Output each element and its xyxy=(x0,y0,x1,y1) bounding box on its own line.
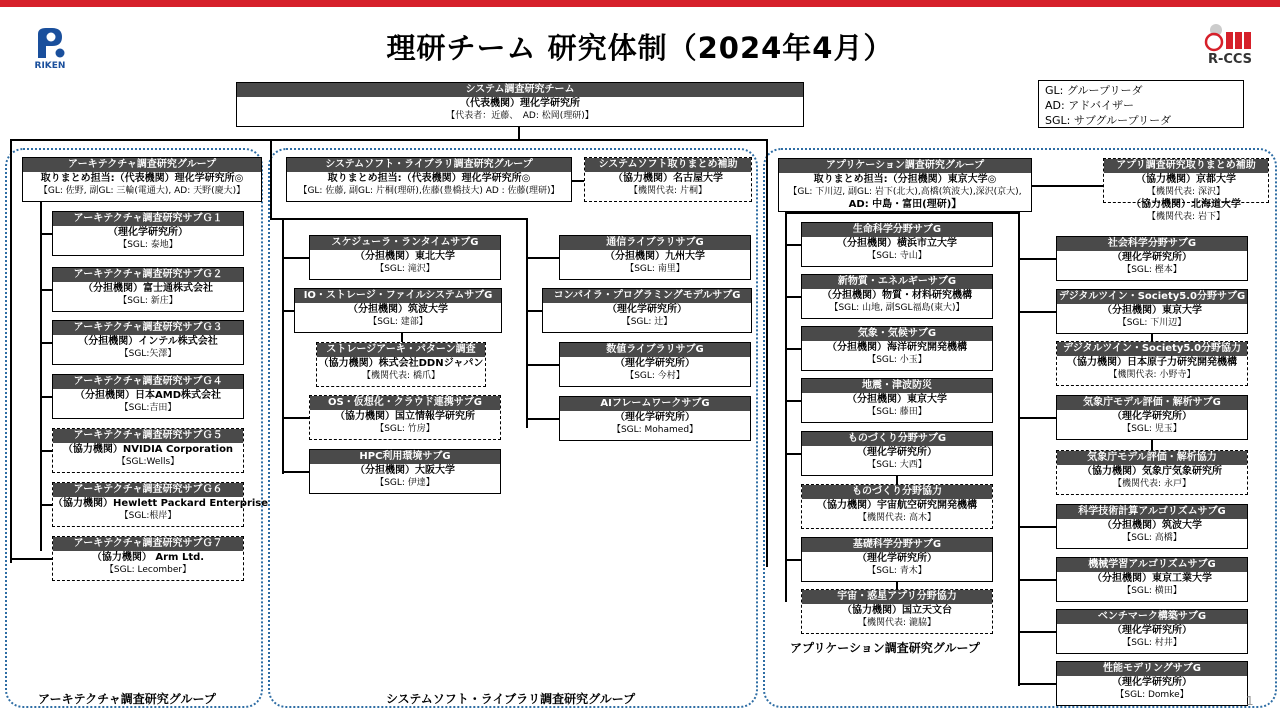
box-line2: 【SGL: Domke】 xyxy=(1115,690,1189,700)
legend-gl: GL: グループリーダ xyxy=(1045,84,1143,97)
architecture-group-label: アーキテクチャ調査研究グループ xyxy=(38,692,216,706)
box-header: ものづくり分野サブG xyxy=(802,432,992,446)
connector xyxy=(1151,333,1153,341)
legend xyxy=(1038,80,1244,128)
box-header: アーキテクチャ調査研究サブＧ３ xyxy=(53,321,243,335)
box-line2: 【SGL:根岸】 xyxy=(119,511,177,521)
box-line1: （協力機関）宇宙航空研究開発機構 xyxy=(817,500,977,511)
app-digitaltwin-coop-box xyxy=(1056,341,1248,386)
page-number: 1 xyxy=(1246,694,1254,708)
box-line1: （協力機関）Hewlett Packard Enterprise xyxy=(53,498,269,509)
box-header: デジタルツイン・Society5.0分野協力 xyxy=(1057,342,1247,356)
connector xyxy=(896,476,898,484)
sys-os-virtualization-box xyxy=(309,395,501,440)
box-header: HPC利用環境サブG xyxy=(310,450,500,464)
app-jma-model-box xyxy=(1056,395,1248,440)
box-header: 性能モデリングサブG xyxy=(1057,662,1247,676)
box-line1: （協力機関） Arm Ltd. xyxy=(91,552,205,563)
app-social-science-box xyxy=(1056,236,1248,281)
box-line2: 【SGL: 大西】 xyxy=(867,460,927,470)
box-header: ストレージアーキ・パターン調査 xyxy=(317,343,485,357)
box-line1: （分担機関）横浜市立大学 xyxy=(837,238,957,249)
connector xyxy=(40,233,52,235)
connector xyxy=(401,333,403,342)
box-line2: 【機関代表: 瀧脇】 xyxy=(858,618,936,628)
box-line2: 【SGL: 伊達】 xyxy=(375,478,435,488)
box-line2: 【SGL: 山地, 副SGL福島(東大)】 xyxy=(829,303,965,313)
box-line1: （分担機関）東京工業大学 xyxy=(1092,573,1212,584)
box-header: 気象庁モデル評価・解析サブG xyxy=(1057,396,1247,410)
box-line2: 【SGL:Wells】 xyxy=(116,457,180,467)
connector xyxy=(40,342,52,344)
box-line1: （協力機関）国立天文台 xyxy=(842,605,952,616)
box-line2: 【SGL: 下川辺】 xyxy=(1117,318,1187,328)
app-weather-climate-box xyxy=(801,326,993,371)
box-line1: （分担機関）日本AMD株式会社 xyxy=(75,390,221,401)
box-line1: （協力機関）気象庁気象研究所 xyxy=(1082,466,1222,477)
box-header: アプリ調査研究取りまとめ補助 xyxy=(1104,159,1268,173)
box-header: 社会科学分野サブG xyxy=(1057,237,1247,251)
box-line1: （協力機関）NVIDIA Corporation xyxy=(62,444,234,455)
systemsoft-helper-box xyxy=(584,157,752,202)
box-header: 生命科学分野サブG xyxy=(802,223,992,237)
connector xyxy=(1151,440,1153,450)
box-header: システム調査研究チーム xyxy=(237,83,803,97)
box-line2: 【GL: 佐藤, 副GL: 片桐(理研),佐藤(豊橋技大) AD : 佐藤(理研)】 xyxy=(298,186,560,196)
connector xyxy=(1032,185,1104,187)
box-header: アプリケーション調査研究グループ xyxy=(779,159,1031,173)
box-line2: 【SGL: 村井】 xyxy=(1122,638,1182,648)
rccs-logo-text: R-CCS xyxy=(1207,52,1253,67)
box-line2: 【機関代表: 小野寺】 xyxy=(1108,370,1196,380)
sys-storage-arch-box xyxy=(316,342,486,387)
app-sci-algorithms-box xyxy=(1056,504,1248,549)
top-accent-bar xyxy=(0,0,1280,7)
box-line2: 【GL: 下川辺, 副GL: 岩下(北大),高橋(筑波大),深沢(京大), xyxy=(788,187,1022,197)
box-header: AIフレームワークサブG xyxy=(560,397,750,411)
connector xyxy=(785,400,801,402)
app-materials-energy-box xyxy=(801,274,993,319)
box-line2: 【機関代表: 高木】 xyxy=(858,513,936,523)
connector xyxy=(282,471,309,473)
arch-subgroup-6-box xyxy=(52,482,269,527)
box-line1: （分担機関）インテル株式会社 xyxy=(78,336,218,347)
box-line1: （協力機関）国立情報学研究所 xyxy=(335,411,475,422)
box-header: 地震・津波防災 xyxy=(802,379,992,393)
legend-ad: AD: アドバイザー xyxy=(1045,99,1134,112)
architecture-lead-box xyxy=(22,157,262,202)
connector xyxy=(785,212,787,602)
arch-subgroup-2-box xyxy=(52,267,244,312)
arch-subgroup-3-box xyxy=(52,320,244,365)
box-header: ものづくり分野協力 xyxy=(802,485,992,499)
connector xyxy=(10,139,768,141)
box-header: 気象庁モデル評価・解析協力 xyxy=(1057,451,1247,465)
box-header: アーキテクチャ調査研究グループ xyxy=(23,158,261,172)
arch-subgroup-5-box xyxy=(52,428,244,473)
box-line1: （分担機関）東北大学 xyxy=(355,251,455,262)
box-line2: 【機関代表: 永戸】 xyxy=(1113,479,1191,489)
box-line1: （分担機関）富士通株式会社 xyxy=(83,283,213,294)
box-line1: （協力機関）日本原子力研究開発機構 xyxy=(1067,357,1237,368)
box-line1: 取りまとめ担当:（代表機関）理化学研究所◎ xyxy=(327,173,531,184)
box-line2: 【SGL: 泰地】 xyxy=(118,240,178,250)
page-title: 理研チーム 研究体制（2024年4月） xyxy=(386,31,894,65)
box-line2: 【代表者：近藤、 AD: 松岡(理研)】 xyxy=(446,111,594,121)
sys-hpc-env-box xyxy=(309,449,501,494)
application-lead-box xyxy=(778,158,1032,212)
box-line2: 【SGL: 青木】 xyxy=(867,566,927,576)
app-manufacturing-box xyxy=(801,431,993,476)
box-line1: （理化学研究所） xyxy=(108,227,188,238)
connector xyxy=(270,139,272,219)
connector xyxy=(282,257,309,259)
box-line2: 【機関代表: 橋爪】 xyxy=(362,371,440,381)
box-line2: 【SGL: 藤田】 xyxy=(867,407,927,417)
connector xyxy=(40,450,52,452)
connector xyxy=(518,126,520,140)
connector xyxy=(1018,579,1056,581)
system-survey-team-box xyxy=(236,82,804,127)
arch-subgroup-4-box xyxy=(52,374,244,419)
box-line2: 【SGL: 今村】 xyxy=(625,371,685,381)
box-line1: （分担機関）九州大学 xyxy=(605,251,705,262)
connector xyxy=(10,558,52,560)
box-line2: 【SGL:吉田】 xyxy=(119,403,177,413)
box-header: システムソフト取りまとめ補助 xyxy=(585,158,751,172)
connector xyxy=(785,559,801,561)
sys-numerical-lib-box xyxy=(559,342,751,387)
box-header: スケジューラ・ランタイムサブG xyxy=(310,236,500,250)
box-line1: （分担機関）東京大学 xyxy=(847,394,947,405)
box-line2: 【SGL: 高橋】 xyxy=(1122,533,1182,543)
box-header: IO・ストレージ・ファイルシステムサブG xyxy=(295,289,501,303)
arch-subgroup-1-box xyxy=(52,211,244,256)
app-benchmark-box xyxy=(1056,609,1248,654)
box-line2: 【SGL: 建部】 xyxy=(368,317,428,327)
box-line2: 【機関代表: 片桐】 xyxy=(629,186,707,196)
legend-sgl: SGL: サブグループリーダ xyxy=(1045,114,1172,127)
connector xyxy=(526,418,559,420)
box-line1: （理化学研究所） xyxy=(857,553,937,564)
app-jma-coop-box xyxy=(1056,450,1248,495)
box-header: 基礎科学分野サブG xyxy=(802,538,992,552)
connector xyxy=(526,218,528,428)
sys-io-storage-box xyxy=(294,288,502,333)
box-line2: 【SGL: 小玉】 xyxy=(867,355,927,365)
box-line1: （協力機関）株式会社DDNジャパン xyxy=(318,358,484,369)
box-header: アーキテクチャ調査研究サブＧ６ xyxy=(53,483,243,497)
box-line2: 【SGL: 横田】 xyxy=(1122,586,1182,596)
systemsoft-lead-box xyxy=(286,157,572,202)
box-header: 新物質・エネルギーサブG xyxy=(802,275,992,289)
connector xyxy=(766,139,768,567)
connector xyxy=(270,218,528,220)
box-line1: （分担機関）筑波大学 xyxy=(348,304,448,315)
box-line1: （分担機関）大阪大学 xyxy=(355,465,455,476)
app-space-coop-box xyxy=(801,589,993,634)
box-line1: （協力機関）京都大学 xyxy=(1136,174,1236,185)
box-line1: （理化学研究所） xyxy=(615,358,695,369)
box-line1: （理化学研究所） xyxy=(1112,677,1192,688)
box-line1: （理化学研究所） xyxy=(1112,252,1192,263)
connector xyxy=(40,289,52,291)
connector xyxy=(282,310,294,312)
connector xyxy=(785,348,801,350)
box-line1: （代表機関）理化学研究所 xyxy=(460,98,580,109)
box-header: 通信ライブラリサブG xyxy=(560,236,750,250)
box-line1: 取りまとめ担当:（代表機関）理化学研究所◎ xyxy=(40,173,244,184)
box-line2: 【SGL: 樫本】 xyxy=(1122,265,1182,275)
connector xyxy=(785,453,801,455)
app-perf-modeling-box xyxy=(1056,661,1248,706)
box-line2: 【SGL: 竹房】 xyxy=(375,424,435,434)
box-header: OS・仮想化・クラウド連携サブG xyxy=(310,396,500,410)
box-header: デジタルツイン・Society5.0分野サブG xyxy=(1058,291,1246,302)
box-line2: 【SGL:矢澤】 xyxy=(119,349,177,359)
box-line2: 【SGL: 辻】 xyxy=(621,317,673,327)
connector xyxy=(282,417,309,419)
connector xyxy=(1018,526,1056,528)
box-line2: 【SGL: Lecomber】 xyxy=(104,565,192,575)
box-line4: 【機関代表: 岩下】 xyxy=(1147,212,1225,222)
box-header: コンパイラ・プログラミングモデルサブG xyxy=(543,289,751,303)
connector xyxy=(1018,683,1056,685)
connector xyxy=(40,196,42,551)
box-line3: AD: 中島・富田(理研)】 xyxy=(848,199,962,210)
connector xyxy=(1018,311,1056,313)
box-header: アーキテクチャ調査研究サブＧ４ xyxy=(53,375,243,389)
arch-subgroup-7-box xyxy=(52,536,244,581)
connector xyxy=(1018,258,1056,260)
connector xyxy=(526,310,542,312)
application-group-label: アプリケーション調査研究グループ xyxy=(790,641,980,655)
box-header: 数値ライブラリサブG xyxy=(560,343,750,357)
box-header: アーキテクチャ調査研究サブＧ５ xyxy=(53,429,243,443)
connector xyxy=(785,244,801,246)
sys-scheduler-box xyxy=(309,235,501,280)
box-header: アーキテクチャ調査研究サブＧ７ xyxy=(53,537,243,551)
connector xyxy=(785,212,1020,214)
app-earthquake-box xyxy=(801,378,993,423)
box-line1: （分担機関）物質・材料研究機構 xyxy=(822,290,972,301)
app-ml-algorithms-box xyxy=(1056,557,1248,602)
box-header: ベンチマーク構築サブG xyxy=(1057,610,1247,624)
box-line2: 【機関代表: 深沢】 xyxy=(1147,187,1225,197)
connector xyxy=(785,296,801,298)
app-basic-science-box xyxy=(801,537,993,582)
box-line2: 【SGL: 南里】 xyxy=(625,264,685,274)
box-line1: （協力機関）名古屋大学 xyxy=(613,173,723,184)
box-line1: （分担機関）東京大学 xyxy=(1102,305,1202,316)
connector xyxy=(1018,417,1056,419)
box-header: 科学技術計算アルゴリズムサブG xyxy=(1057,505,1247,519)
box-line1: （理化学研究所） xyxy=(857,447,937,458)
connector xyxy=(1018,631,1056,633)
box-line1: （理化学研究所） xyxy=(615,412,695,423)
sys-compiler-box xyxy=(542,288,752,333)
box-header: 気象・気候サブG xyxy=(802,327,992,341)
riken-logo-text: RIKEN xyxy=(34,61,66,71)
connector xyxy=(40,396,52,398)
app-lifescience-box xyxy=(801,222,993,267)
box-line1: （分担機関）筑波大学 xyxy=(1102,520,1202,531)
connector xyxy=(10,139,12,563)
box-header: 宇宙・惑星アプリ分野協力 xyxy=(802,590,992,604)
app-manufacturing-coop-box xyxy=(801,484,993,529)
connector xyxy=(526,257,559,259)
box-line2: 【SGL: 滝沢】 xyxy=(375,264,435,274)
sys-comm-lib-box xyxy=(559,235,751,280)
box-line1: （理化学研究所） xyxy=(607,304,687,315)
box-header: 機械学習アルゴリズムサブG xyxy=(1057,558,1247,572)
box-line3: （協力機関）北海道大学 xyxy=(1131,199,1241,210)
box-line1: 取りまとめ担当:（分担機関）東京大学◎ xyxy=(813,174,997,185)
box-header: アーキテクチャ調査研究サブＧ２ xyxy=(53,268,243,282)
box-header: アーキテクチャ調査研究サブＧ１ xyxy=(53,212,243,226)
box-header: システムソフト・ライブラリ調査研究グループ xyxy=(287,158,571,172)
sys-ai-framework-box xyxy=(559,396,751,441)
box-line2: 【SGL: 新庄】 xyxy=(118,296,178,306)
connector xyxy=(40,504,52,506)
box-line2: 【SGL: 寺山】 xyxy=(867,251,927,261)
connector xyxy=(1018,212,1020,686)
box-line2: 【SGL: 児玉】 xyxy=(1122,424,1182,434)
box-line2: 【GL: 佐野, 副GL: 三輪(電通大), AD: 天野(慶大)】 xyxy=(38,186,246,196)
connector xyxy=(526,364,559,366)
application-helper-box xyxy=(1103,158,1269,222)
systemsoft-group-label: システムソフト・ライブラリ調査研究グループ xyxy=(386,692,636,706)
box-line1: （理化学研究所） xyxy=(1112,625,1192,636)
connector xyxy=(896,582,898,589)
box-line1: （分担機関）海洋研究開発機構 xyxy=(827,342,967,353)
box-line1: （理化学研究所） xyxy=(1112,411,1192,422)
box-line2: 【SGL: Mohamed】 xyxy=(611,425,699,435)
app-digitaltwin-box xyxy=(1056,289,1248,334)
